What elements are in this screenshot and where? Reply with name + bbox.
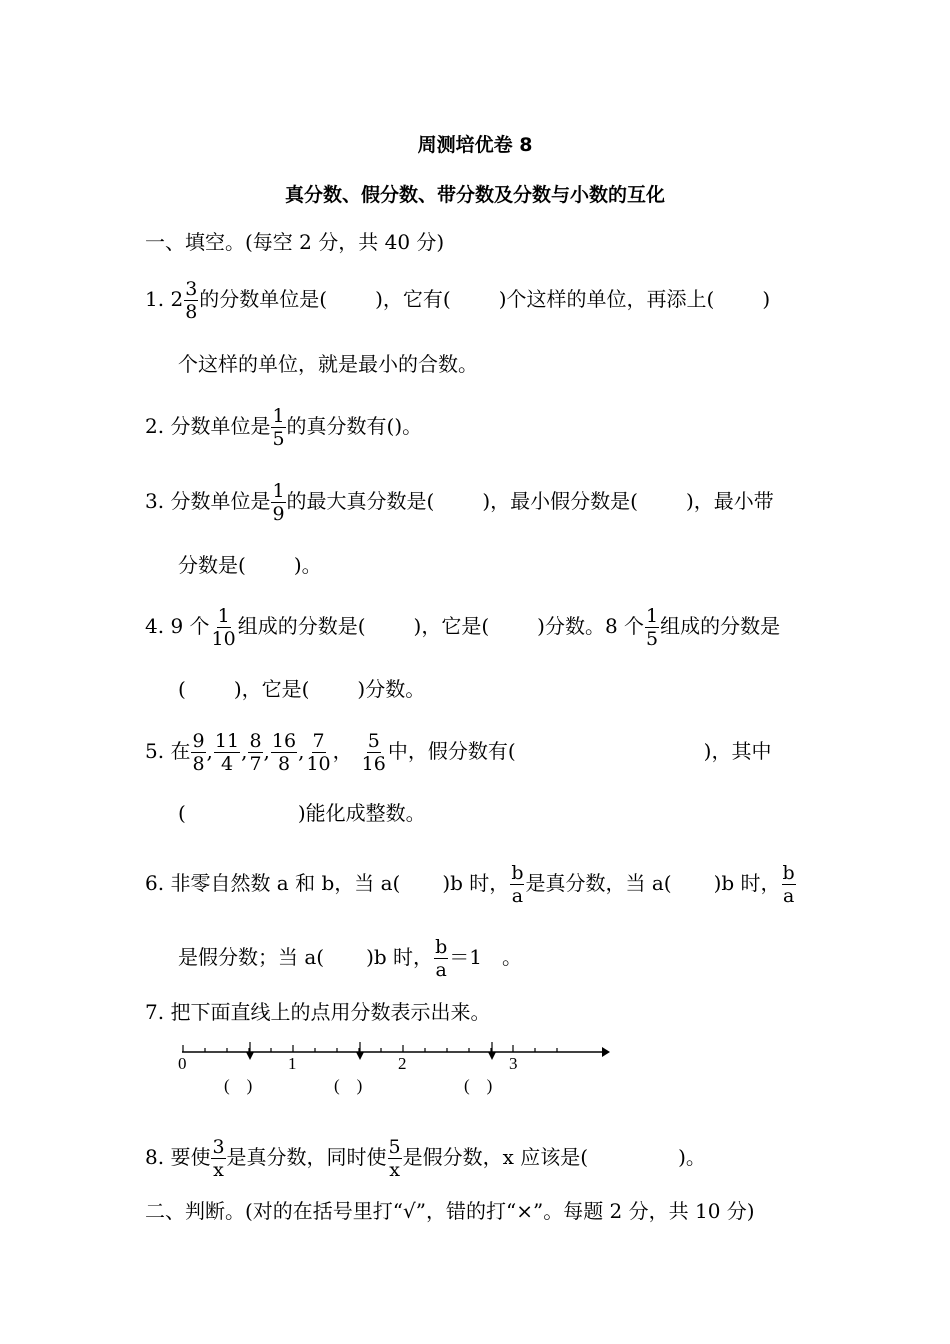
- question-3: 3. 分数单位是 $\frac{1}{9}$ 的最大真分数是( )，最小假分数是( )，最小带: [145, 480, 774, 525]
- question-1: 1. 2 $\frac{3}{8}$ 的分数单位是( )，它有( )个这样的单位，再添上( ): [145, 278, 771, 323]
- q6-fraction-2: $\frac{b}{a}$: [782, 862, 795, 907]
- answer-box-1[interactable]: ( ): [224, 1076, 253, 1095]
- pointer-arrow-icon: [488, 1052, 496, 1060]
- q5-fraction-4: $\frac{16}{8}$: [271, 730, 297, 775]
- question-5: 5. 在 $\frac{9}{8}$ , $\frac{11}{4}$ , $\frac{8}{7}$ , $\frac{16}{8}$ , $\frac{7}{10}$ ， $\frac{5}{16}$ 中，假分数有( )，其中: [145, 730, 772, 775]
- question-2: 2. 分数单位是 $\frac{1}{5}$ 的真分数有()。: [145, 405, 423, 450]
- q1-whole: 2: [170, 287, 184, 311]
- q5-fraction-5: $\frac{7}{10}$: [306, 730, 331, 775]
- number-line-pointers: [246, 1042, 496, 1060]
- number-line-label-1: 1: [288, 1054, 297, 1073]
- q5-fraction-1: $\frac{9}{8}$: [192, 730, 205, 775]
- number-line-label-3: 3: [509, 1054, 518, 1073]
- number-line-ticks: [183, 1045, 557, 1052]
- page-title: 周测培优卷 8: [417, 134, 533, 156]
- question-8: 8. 要使 $\frac{3}{x}$ 是真分数，同时使 $\frac{5}{x}$ 是假分数，x 应该是( )。: [145, 1136, 706, 1181]
- q3-fraction: $\frac{1}{9}$: [272, 480, 285, 525]
- q4-fraction-1: $\frac{1}{10}$: [211, 605, 236, 650]
- number-line-label-2: 2: [398, 1054, 407, 1073]
- number-line: [170, 1040, 620, 1100]
- question-4-line2: ( )，它是( )分数。: [178, 677, 426, 701]
- number-line-label-0: 0: [178, 1054, 187, 1073]
- q5-fraction-3: $\frac{8}{7}$: [249, 730, 262, 775]
- q5-fraction-6: $\frac{5}{16}$: [361, 730, 386, 775]
- question-6-line2: 是假分数；当 a( )b 时， $\frac{b}{a}$ ＝1 。: [178, 936, 522, 981]
- question-7: 7. 把下面直线上的点用分数表示出来。: [145, 1000, 491, 1024]
- question-5-line2: ( )能化成整数。: [178, 801, 426, 825]
- section1-heading: 一、填空。(每空 2 分，共 40 分): [145, 230, 445, 254]
- question-4: 4. 9 个 $\frac{1}{10}$ 组成的分数是( )，它是( )分数。8 个 $\frac{1}{5}$ 组成的分数是: [145, 605, 781, 650]
- question-3-line2: 分数是( )。: [178, 553, 322, 577]
- q4-fraction-2: $\frac{1}{5}$: [646, 605, 659, 650]
- answer-box-3[interactable]: ( ): [464, 1076, 493, 1095]
- q6-fraction-3: $\frac{b}{a}$: [435, 936, 448, 981]
- page-subtitle: 真分数、假分数、带分数及分数与小数的互化: [284, 184, 665, 206]
- q8-fraction-1: $\frac{3}{x}$: [212, 1136, 225, 1181]
- q1-number: 1.: [145, 287, 165, 311]
- q6-fraction-1: $\frac{b}{a}$: [511, 862, 524, 907]
- section2-heading: 二、判断。(对的在括号里打“√”，错的打“×”。每题 2 分，共 10 分): [145, 1199, 755, 1223]
- q5-fraction-2: $\frac{11}{4}$: [214, 730, 240, 775]
- number-line-arrowhead: [602, 1047, 610, 1057]
- pointer-arrow-icon: [246, 1052, 254, 1060]
- answer-box-2[interactable]: ( ): [334, 1076, 363, 1095]
- question-1-line2: 个这样的单位，就是最小的合数。: [178, 352, 478, 376]
- q8-fraction-2: $\frac{5}{x}$: [388, 1136, 401, 1181]
- q1-fraction: $\frac{3}{8}$: [185, 278, 198, 323]
- question-6: 6. 非零自然数 a 和 b，当 a( )b 时， $\frac{b}{a}$ 是真分数，当 a( )b 时， $\frac{b}{a}$: [145, 862, 795, 907]
- q2-fraction: $\frac{1}{5}$: [272, 405, 285, 450]
- pointer-arrow-icon: [356, 1052, 364, 1060]
